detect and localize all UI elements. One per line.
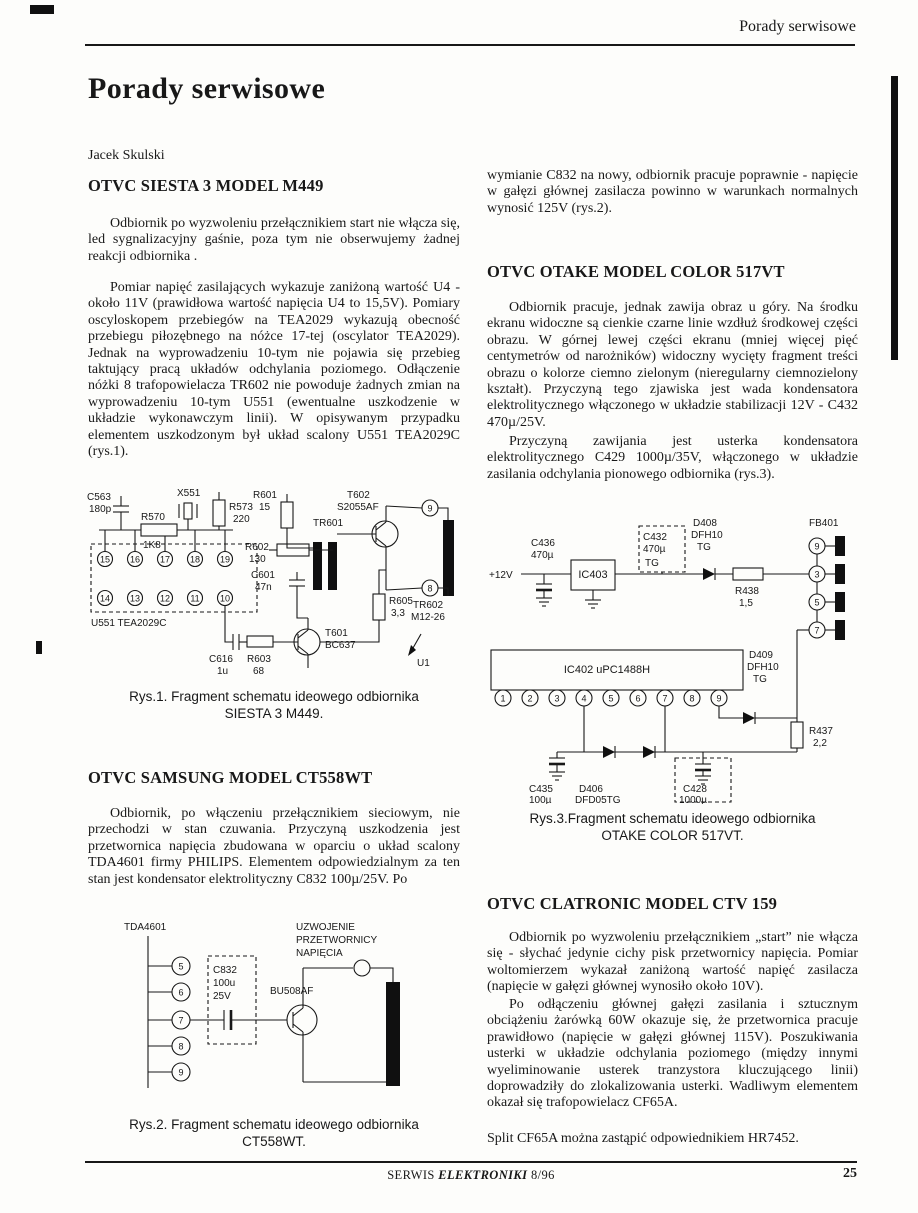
svg-text:FB401: FB401 [809,518,839,529]
svg-text:5: 5 [608,693,614,704]
clatronic-paragraph-3: Split CF65A można zastąpić odpowiednikiem HR7452. [487,1131,799,1146]
fig1-caption-line1: Rys.1. Fragment schematu ideowego odbiornika [129,689,419,704]
svg-text:R603: R603 [247,654,271,665]
svg-text:1K8: 1K8 [143,540,161,551]
svg-text:S2055AF: S2055AF [337,502,379,513]
fig2-winding-node [354,960,370,976]
svg-text:100µ: 100µ [529,795,552,804]
scan-edge-bar [891,76,898,360]
svg-text:R605: R605 [389,596,413,607]
svg-text:17: 17 [159,554,171,565]
fig2-labels [124,922,377,1002]
siesta-paragraph-1: Odbiornik po wyzwoleniu przełącznikiem start nie włącza się, led sygnalizacyjny gaśnie, poza tym nie obserwujemy żadnej reakcji odbiornika . [88,216,460,264]
svg-text:10: 10 [219,593,231,604]
svg-text:8: 8 [689,693,695,704]
footer-issue: 8/96 [530,1168,555,1182]
svg-text:C832: C832 [213,965,237,976]
svg-text:11: 11 [190,593,200,604]
svg-text:9: 9 [178,1067,184,1078]
fig1-ic-pins [98,552,233,606]
svg-text:TR602: TR602 [413,600,444,611]
svg-text:100u: 100u [213,978,236,989]
section-heading-siesta: OTVC SIESTA 3 MODEL M449 [88,176,324,195]
svg-text:R437: R437 [809,726,833,737]
svg-text:M12-26: M12-26 [411,612,445,623]
svg-text:2,2: 2,2 [813,738,827,749]
svg-text:IC403: IC403 [578,569,608,581]
otake-paragraph-1: Odbiornik pracuje, jednak zawija obraz u góry. Na środku ekranu widoczne są cienkie czarne linie wzdłuż środkowej części obrazu. W górnej lewej części ekranu (mniej więcej pięć centymetrów od narożników) widoczny wycięty fragment treści obrazu o kolorze ciemno zielonym (nieregularny ciemnozielony kształt). Przyczyną tego zjawiska jest wada kondensatora elektrolitycznego włączonego w układzie stabilizacji 12V - C432 470µ/25V. [487,300,858,430]
svg-text:6: 6 [635,693,641,704]
svg-text:19: 19 [219,554,231,565]
fig1-node-9-label: 9 [427,503,433,514]
svg-text:9: 9 [716,693,722,704]
svg-text:25V: 25V [213,991,231,1002]
svg-text:47n: 47n [255,582,272,593]
svg-text:470µ: 470µ [531,550,554,561]
svg-text:180p: 180p [89,504,112,515]
svg-text:R601: R601 [253,490,277,501]
svg-text:UZWOJENIE: UZWOJENIE [296,922,355,933]
svg-text:16: 16 [129,554,141,565]
margin-tick-mark [36,641,42,654]
footer-prefix: SERWIS [387,1168,435,1182]
svg-text:2: 2 [527,693,533,704]
svg-text:T601: T601 [325,628,348,639]
svg-text:R602: R602 [245,542,269,553]
svg-text:D408: D408 [693,518,717,529]
svg-text:13: 13 [129,593,141,604]
footer-rule [85,1161,857,1163]
svg-text:R570: R570 [141,512,165,523]
fig1-node-8-label: 8 [427,583,433,594]
svg-text:C432: C432 [643,532,667,543]
svg-text:8: 8 [178,1041,184,1052]
svg-text:C428: C428 [683,784,707,795]
svg-text:C436: C436 [531,538,555,549]
svg-text:C435: C435 [529,784,553,795]
svg-text:TDA4601: TDA4601 [124,922,167,933]
svg-text:C616: C616 [209,654,233,665]
section-heading-otake: OTVC OTAKE MODEL COLOR 517VT [487,262,785,281]
svg-text:130: 130 [249,554,266,565]
svg-text:7: 7 [178,1015,184,1026]
samsung-paragraph-continuation: wymianie C832 na nowy, odbiornik pracuje poprawnie - napięcie w gałęzi głównej zasilacza powinno w warunkach normalnych wynosić 125V (rys.2). [487,168,858,216]
fig2-caption [88,1116,460,1150]
svg-text:14: 14 [99,593,111,604]
otake-paragraph-2: Przyczyną zawijania jest usterka kondensatora elektrolitycznego C429 1000µ/35V, włączonego w układzie zasilania odchylania pionowego odbiornika (rys.3). [487,434,858,482]
svg-text:DFD05TG: DFD05TG [575,795,621,804]
svg-text:D409: D409 [749,650,773,661]
fig2-schematic [90,916,460,1112]
svg-text:1000µ: 1000µ [679,795,708,804]
svg-text:C563: C563 [87,492,111,503]
svg-text:X551: X551 [177,488,201,499]
svg-text:5: 5 [178,961,184,972]
svg-text:5: 5 [814,597,820,608]
fig2-caption-line1: Rys.2. Fragment schematu ideowego odbiornika [129,1117,419,1132]
samsung-paragraph-1: Odbiornik, po włączeniu przełącznikiem sieciowym, nie przechodzi w stan czuwania. Przyczyną uszkodzenia jest przetwornica napięcia zbudowana w oparciu o układ scalony TDA4601 firmy PHILIPS. Elementem odpowiedzialnym za ten stan jest kondensator elektrolityczny C832 100µ/25V. Po [88,806,460,887]
svg-text:TG: TG [753,674,767,685]
header-rule [85,44,855,46]
svg-text:3: 3 [554,693,560,704]
svg-text:U551 TEA2029C: U551 TEA2029C [91,618,167,629]
svg-text:C601: C601 [251,570,275,581]
svg-text:TG: TG [645,558,659,569]
fig2-caption-line2: CT558WT. [242,1134,306,1149]
running-header: Porady serwisowe [739,18,856,35]
svg-text:15: 15 [259,502,271,513]
svg-text:U1: U1 [417,658,430,669]
page-title: Porady serwisowe [88,72,326,105]
svg-text:1: 1 [500,693,506,704]
svg-text:7: 7 [662,693,668,704]
fig3-ic402-pins [495,690,727,706]
svg-text:1,5: 1,5 [739,598,753,609]
fig3-caption-line1: Rys.3.Fragment schematu ideowego odbiornika [529,811,816,826]
svg-text:9: 9 [814,541,820,552]
svg-text:1u: 1u [217,666,229,676]
fig3-schematic [487,512,862,804]
svg-text:68: 68 [253,666,265,676]
svg-text:+12V: +12V [489,570,513,581]
footer-journal-line [88,1168,854,1183]
svg-text:TG: TG [697,542,711,553]
svg-text:DFH10: DFH10 [747,662,779,673]
svg-text:D406: D406 [579,784,603,795]
fig1-labels [87,488,445,676]
svg-text:220: 220 [233,514,250,525]
svg-text:470µ: 470µ [643,544,666,555]
svg-text:R573: R573 [229,502,253,513]
fig3-labels [489,518,839,804]
svg-text:15: 15 [99,554,111,565]
author-byline: Jacek Skulski [88,148,165,163]
section-heading-samsung: OTVC SAMSUNG MODEL CT558WT [88,768,373,787]
svg-text:BC637: BC637 [325,640,356,651]
svg-text:R438: R438 [735,586,759,597]
fig3-caption [487,810,858,844]
fig2-ic-pins [172,957,190,1081]
fig3-wiring [491,526,845,802]
svg-text:PRZETWORNICY: PRZETWORNICY [296,935,378,946]
svg-text:DFH10: DFH10 [691,530,723,541]
svg-text:T602: T602 [347,490,370,501]
svg-text:NAPIĘCIA: NAPIĘCIA [296,948,343,959]
clatronic-paragraph-2: Po odłączeniu głównej gałęzi zasilania i sztucznym obciążeniu żarówką 60W okazuje się, że przetwornica pracuje prawidłowo (napięcie w gałęzi głównej 115V). Poszukiwania usterki w układzie odchylania poziomego (między innymi wyeliminowanie usterek tranzystora kluczującego linii) doprowadziły do zlokalizowania usterki. Wadliwym elementem okazał się trafopowielacz CF65A. [487,997,858,1111]
footer-brand: ELEKTRONIKI [438,1168,528,1182]
svg-text:6: 6 [178,987,184,998]
page-number: 25 [843,1166,857,1181]
svg-text:12: 12 [159,593,171,604]
svg-text:3: 3 [814,569,820,580]
svg-text:3,3: 3,3 [391,608,405,619]
siesta-paragraph-2: Pomiar napięć zasilających wykazuje zaniżoną wartość U4 - około 11V (prawidłowa wartość napięcia U4 to 15,5V). Pomiary oscyloskopem przebiegów na TEA2029 wykazują obecność przebiegu piłozębnego na nóżce 17-tej (oscylator TEA2029). Jednak na wyprowadzeniu 10-tym nie pojawia się przebieg taktujący pracą układów odchylania poziomego. Odłączenie nóżki 8 trafopowielacza TR602 nie powoduje żadnych zmian na wyprowadzeniu 10-tym U551 (ewentualne uszkodzenie w układzie wykonawczym linii). W opisywanym przypadku elementem uszkodzonym był układ scalony U551 TEA2029C (rys.1). [88,280,460,460]
svg-text:TR601: TR601 [313,518,344,529]
print-registration-mark [30,5,54,14]
svg-text:7: 7 [814,625,820,636]
svg-text:18: 18 [189,554,201,565]
fig1-caption [88,688,460,722]
section-heading-clatronic: OTVC CLATRONIC MODEL CTV 159 [487,894,778,913]
fig1-caption-line2: SIESTA 3 M449. [224,706,324,721]
svg-text:IC402 uPC1488H: IC402 uPC1488H [563,664,651,676]
svg-text:BU508AF: BU508AF [270,986,314,997]
clatronic-paragraph-1: Odbiornik po wyzwoleniu przełącznikiem „start” nie włącza się - słychać jedynie cichy pisk przetwornicy napięcia. Pomiar woltomierzem wykazał zaniżoną wartość napięć zasilacza (napięcie w gałęzi głównej wynosiło około 10V). [487,930,858,995]
fig1-schematic [85,486,462,676]
fig3-caption-line2: OTAKE COLOR 517VT. [601,828,744,843]
svg-text:4: 4 [581,693,587,704]
